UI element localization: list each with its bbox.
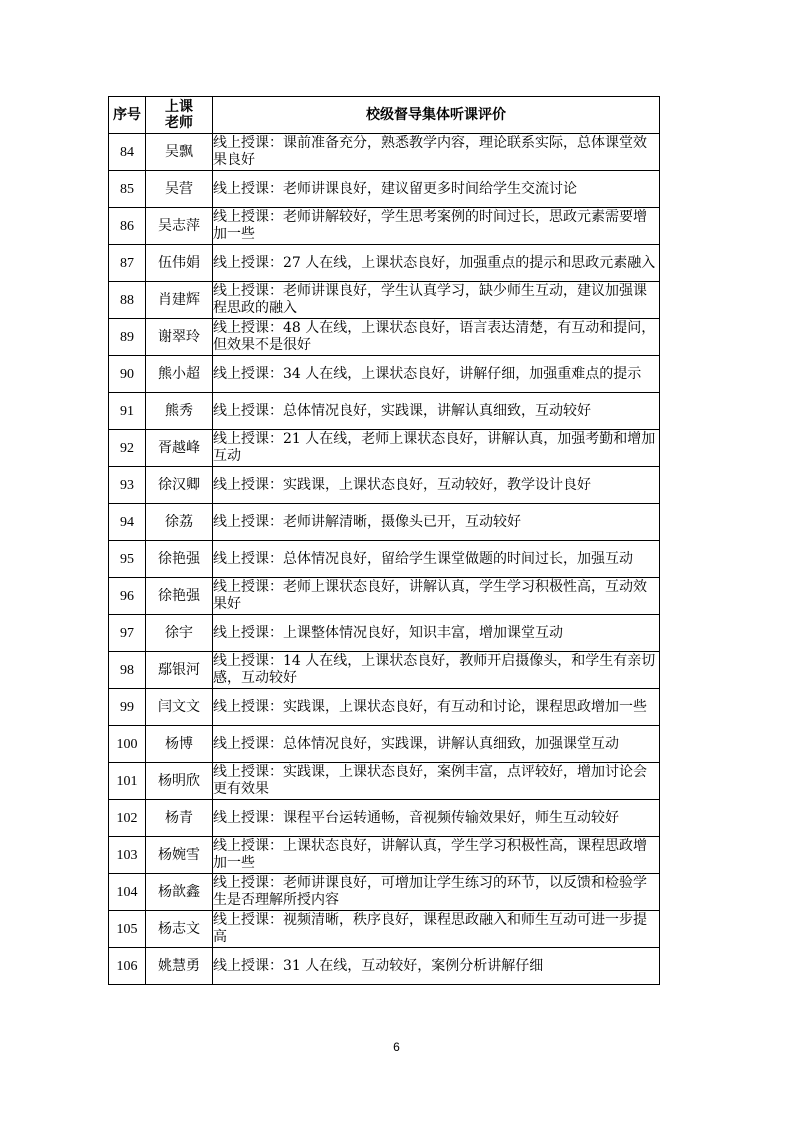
teacher-name-cell: 杨志文	[146, 911, 213, 948]
row-number-cell: 100	[109, 726, 146, 763]
table-body	[109, 134, 660, 985]
teacher-name-cell: 徐艳强	[146, 541, 213, 578]
row-number-cell: 103	[109, 837, 146, 874]
row-number-cell: 105	[109, 911, 146, 948]
table-row	[109, 763, 660, 800]
table-row	[109, 467, 660, 504]
page-number: 6	[393, 1040, 400, 1054]
evaluation-cell: 线上授课：48 人在线，上课状态良好，语言表达清楚，有互动和提问，但效果不是很好	[213, 319, 660, 356]
teacher-name-cell: 吴志萍	[146, 208, 213, 245]
evaluation-table	[108, 96, 660, 985]
table-row	[109, 726, 660, 763]
evaluation-cell: 线上授课：34 人在线，上课状态良好，讲解仔细，加强重难点的提示	[213, 356, 660, 393]
evaluation-cell: 线上授课：27 人在线，上课状态良好，加强重点的提示和思政元素融入	[213, 245, 660, 282]
table-row	[109, 837, 660, 874]
evaluation-cell: 线上授课：总体情况良好，留给学生课堂做题的时间过长，加强互动	[213, 541, 660, 578]
evaluation-cell: 线上授课：31 人在线，互动较好，案例分析讲解仔细	[213, 948, 660, 985]
row-number-cell: 99	[109, 689, 146, 726]
row-number-cell: 101	[109, 763, 146, 800]
table-row	[109, 430, 660, 467]
teacher-name-cell: 吴营	[146, 171, 213, 208]
table-row	[109, 541, 660, 578]
table-row	[109, 282, 660, 319]
row-number-cell: 90	[109, 356, 146, 393]
table-row	[109, 393, 660, 430]
table-row	[109, 134, 660, 171]
row-number-cell: 88	[109, 282, 146, 319]
table-row	[109, 800, 660, 837]
teacher-name-cell: 闫文文	[146, 689, 213, 726]
table-row	[109, 319, 660, 356]
evaluation-cell: 线上授课：课程平台运转通畅，音视频传输效果好，师生互动较好	[213, 800, 660, 837]
teacher-name-cell: 鄢银河	[146, 652, 213, 689]
row-number-cell: 92	[109, 430, 146, 467]
evaluation-cell: 线上授课：老师讲课良好，学生认真学习，缺少师生互动，建议加强课程思政的融入	[213, 282, 660, 319]
row-number-cell: 97	[109, 615, 146, 652]
evaluation-cell: 线上授课：老师讲课良好，建议留更多时间给学生交流讨论	[213, 171, 660, 208]
table-row	[109, 245, 660, 282]
teacher-name-cell: 徐艳强	[146, 578, 213, 615]
header-number: 序号	[109, 97, 146, 134]
evaluation-cell: 线上授课：视频清晰，秩序良好，课程思政融入和师生互动可进一步提高	[213, 911, 660, 948]
header-row	[109, 97, 660, 134]
teacher-name-cell: 姚慧勇	[146, 948, 213, 985]
teacher-name-cell: 吴飘	[146, 134, 213, 171]
evaluation-cell: 线上授课：实践课，上课状态良好，互动较好，教学设计良好	[213, 467, 660, 504]
teacher-name-cell: 杨青	[146, 800, 213, 837]
teacher-name-cell: 熊秀	[146, 393, 213, 430]
row-number-cell: 95	[109, 541, 146, 578]
teacher-name-cell: 徐荔	[146, 504, 213, 541]
row-number-cell: 85	[109, 171, 146, 208]
teacher-name-cell: 谢翠玲	[146, 319, 213, 356]
teacher-name-cell: 伍伟娟	[146, 245, 213, 282]
teacher-name-cell: 胥越峰	[146, 430, 213, 467]
evaluation-cell: 线上授课：14 人在线，上课状态良好，教师开启摄像头，和学生有亲切感，互动较好	[213, 652, 660, 689]
evaluation-cell: 线上授课：总体情况良好，实践课，讲解认真细致，互动较好	[213, 393, 660, 430]
row-number-cell: 98	[109, 652, 146, 689]
evaluation-cell: 线上授课：21 人在线，老师上课状态良好，讲解认真，加强考勤和增加互动	[213, 430, 660, 467]
row-number-cell: 104	[109, 874, 146, 911]
evaluation-cell: 线上授课：课前准备充分，熟悉教学内容，理论联系实际，总体课堂效果良好	[213, 134, 660, 171]
evaluation-cell: 线上授课：实践课，上课状态良好，案例丰富，点评较好，增加讨论会更有效果	[213, 763, 660, 800]
teacher-name-cell: 徐汉卿	[146, 467, 213, 504]
row-number-cell: 89	[109, 319, 146, 356]
row-number-cell: 96	[109, 578, 146, 615]
table-row	[109, 504, 660, 541]
teacher-name-cell: 熊小超	[146, 356, 213, 393]
evaluation-cell: 线上授课：老师讲解较好，学生思考案例的时间过长，思政元素需要增加一些	[213, 208, 660, 245]
evaluation-cell: 线上授课：总体情况良好，实践课，讲解认真细致，加强课堂互动	[213, 726, 660, 763]
table-row	[109, 578, 660, 615]
evaluation-cell: 线上授课：老师上课状态良好，讲解认真，学生学习积极性高，互动效果好	[213, 578, 660, 615]
teacher-name-cell: 肖建辉	[146, 282, 213, 319]
evaluation-cell: 线上授课：实践课，上课状态良好，有互动和讨论，课程思政增加一些	[213, 689, 660, 726]
table-row	[109, 948, 660, 985]
teacher-name-cell: 杨婉雪	[146, 837, 213, 874]
evaluation-cell: 线上授课：上课整体情况良好，知识丰富，增加课堂互动	[213, 615, 660, 652]
row-number-cell: 93	[109, 467, 146, 504]
teacher-name-cell: 杨明欣	[146, 763, 213, 800]
table-row	[109, 689, 660, 726]
table-row	[109, 208, 660, 245]
evaluation-cell: 线上授课：老师讲课良好，可增加让学生练习的环节，以反馈和检验学生是否理解所授内容	[213, 874, 660, 911]
row-number-cell: 106	[109, 948, 146, 985]
table-row	[109, 615, 660, 652]
table-row	[109, 171, 660, 208]
row-number-cell: 91	[109, 393, 146, 430]
teacher-name-cell: 徐宇	[146, 615, 213, 652]
row-number-cell: 86	[109, 208, 146, 245]
table-row	[109, 652, 660, 689]
row-number-cell: 94	[109, 504, 146, 541]
header-teacher: 上课老师	[146, 97, 213, 134]
row-number-cell: 102	[109, 800, 146, 837]
row-number-cell: 87	[109, 245, 146, 282]
header-evaluation: 校级督导集体听课评价	[213, 97, 660, 134]
evaluation-cell: 线上授课：老师讲解清晰，摄像头已开，互动较好	[213, 504, 660, 541]
teacher-name-cell: 杨歆鑫	[146, 874, 213, 911]
table-row	[109, 874, 660, 911]
evaluation-cell: 线上授课：上课状态良好，讲解认真，学生学习积极性高，课程思政增加一些	[213, 837, 660, 874]
row-number-cell: 84	[109, 134, 146, 171]
table-row	[109, 911, 660, 948]
table-row	[109, 356, 660, 393]
teacher-name-cell: 杨博	[146, 726, 213, 763]
